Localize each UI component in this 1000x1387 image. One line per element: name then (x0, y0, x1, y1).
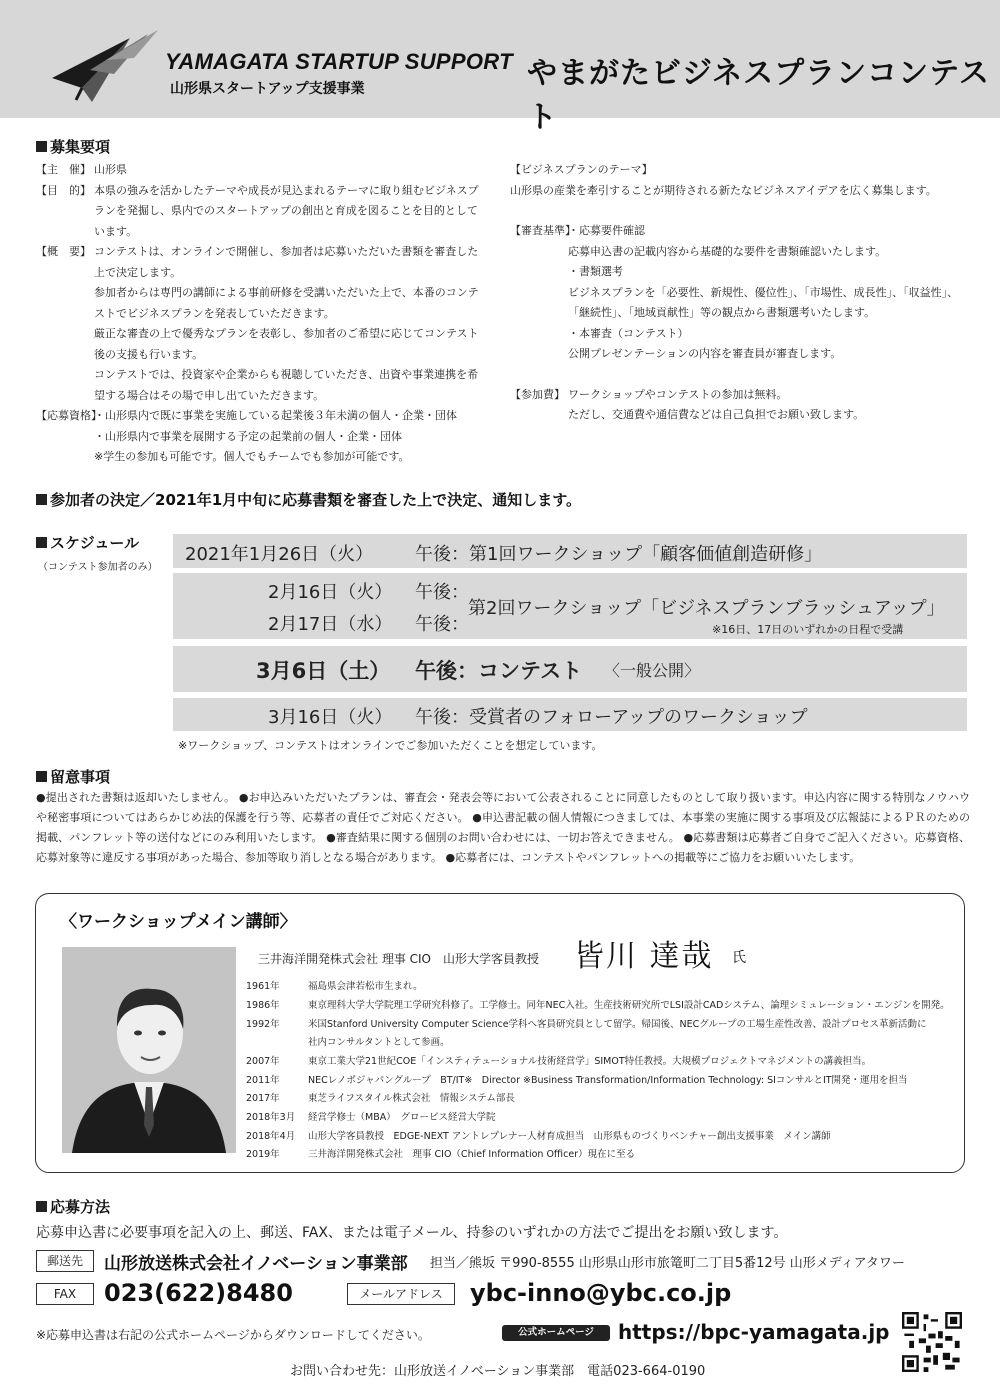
schedule-row-3-note: 〈一般公開〉 (604, 661, 701, 680)
notes-heading: 留意事項 (36, 766, 110, 787)
requirements-heading: 募集要項 (36, 136, 110, 157)
bio-row: 2007年 東京工業大学21世紀COE「インスティテューショナル技術経営学」SIMOT特任教授。大規模プロジェクトマネジメントの講義担当。 (246, 1056, 872, 1067)
requirements-left-column (36, 160, 486, 468)
email-label: メールアドレス (347, 1283, 455, 1305)
bio-row: 2011年 NECレノボジャパングループ BT/IT※ Director ※Business Transformation/Information Technology: SIコンサルとIT開発・運用を担当 (246, 1075, 908, 1086)
schedule-row-4-event: 午後：受賞者のフォローアップのワークショップ (415, 707, 808, 728)
lecturer-box-title: 〈ワークショップメイン講師〉 (60, 912, 297, 932)
schedule-subheading: （コンテスト参加者のみ） (38, 562, 158, 573)
fee-row: 【参加費】 ワークショップやコンテストの参加は無料。 ただし、交通費や通信費などは自己負担でお願い致します。 (510, 387, 865, 421)
schedule-row-2-date-2: 2月17日（水） (268, 614, 393, 635)
schedule-row-4-date: 3月16日（火） (268, 707, 393, 728)
schedule-footnote: ※ワークショップ、コンテストはオンラインでご参加いただくことを想定しています。 (178, 739, 603, 752)
mail-label: 郵送先 (36, 1250, 94, 1272)
qr-code-icon[interactable] (902, 1312, 962, 1372)
website-url[interactable]: https://bpc-yamagata.jp (618, 1320, 890, 1344)
email-address[interactable]: ybc-inno@ybc.co.jp (470, 1279, 732, 1307)
contest-title: やまがたビジネスプランコンテスト (527, 56, 990, 135)
bio-row: 社内コンサルタントとして参画。 (308, 1037, 450, 1048)
application-intro: 応募申込書に必要事項を記入の上、郵送、FAX、または電子メール、持参のいずれかの方法でご提出をお願い致します。 (36, 1225, 788, 1241)
schedule-row-1-event: 午後：第1回ワークショップ「顧客価値創造研修」 (415, 544, 823, 565)
bio-row: 2018年3月 経営学修士（MBA） グロービス経営大学院 (246, 1112, 496, 1123)
bio-row: 2018年4月 山形大学客員教授 EDGE-NEXT アントレプレナー人材育成担当 山形県ものづくりベンチャー創出支援事業 メイン講師 (246, 1131, 831, 1142)
theme-label: 【ビジネスプランのテーマ】 (510, 163, 653, 176)
schedule-row-1-date: 2021年1月26日（火） (185, 544, 374, 565)
criteria-row: 【審査基準】 ・応募要件確認 応募申込書の記載内容から基礎的な要件を書類確認いたします。 ・書類選考 ビジネスプランを「必要性、新規性、優位性」、「市場性、成長性」、「収益性」、「継続性」、「地域貢献性」等の観点から書類選考いたします。 ・本審査（コンテスト） 公開プレゼンテーションの内容を審査員が審査します。 (510, 224, 959, 360)
lecturer-affiliation: 三井海洋開発株式会社 理事 CIO 山形大学客員教授 (258, 952, 539, 966)
schedule-row-2-time-2: 午後： (415, 614, 469, 635)
schedule-row-3-event: 午後：コンテスト (415, 659, 583, 683)
fax-label: FAX (36, 1283, 94, 1305)
overview-row: 【概 要】 コンテストは、オンラインで開催し、参加者は応募いただいた書類を審査した上で決定します。 参加者からは専門の講師による事前研修を受講いただいた上で、本番のコンテストでビジネスプランを発表していただきます。 厳正な審査の上で優秀なプランを表彰し、参加者のご希望に応じてコンテスト後の支援も行います。 コンテストでは、投資家や企業からも視聴していただき、出資や事業連携を希望する場合はその場で申し出ていただきます。 (36, 245, 479, 402)
schedule-heading: スケジュール (36, 532, 139, 553)
brand-english: YAMAGATA STARTUP SUPPORT (165, 49, 513, 74)
schedule-row-2-date-1: 2月16日（火） (268, 582, 393, 603)
schedule-row-3-date: 3月6日（土） (256, 659, 391, 683)
schedule-row-2-note: ※16日、17日のいずれかの日程で受講 (712, 623, 904, 636)
website-label: 公式ホームページ (502, 1325, 610, 1341)
schedule-row-2-time-1: 午後： (415, 582, 469, 603)
person-portrait-icon (62, 947, 236, 1153)
bio-row: 1992年 米国Stanford University Computer Science学科へ客員研究員として留学。帰国後、NECグループの工場生産性改善、設計プロセス革新活動に (246, 1019, 927, 1030)
fax-number[interactable]: 023(622)8480 (104, 1279, 293, 1307)
theme-text: 山形県の産業を牽引することが期待される新たなビジネスアイデアを広く募集します。 (510, 183, 937, 197)
eligibility-row: 【応募資格】 ・山形県内で既に事業を実施している起業後３年未満の個人・企業・団体 ・山形県内で事業を展開する予定の起業前の個人・企業・団体 ※学生の参加も可能です。個人でもチームでも参加が可能です。 (36, 409, 457, 463)
lecturer-photo (62, 947, 236, 1153)
paper-plane-logo-icon (52, 30, 160, 102)
purpose-row: 【目 的】 本県の強みを活かしたテーマや成長が見込まれるテーマに取り組むビジネスプランを発掘し、県内でのスタートアップの創出と育成を図ることを目的としています。 (36, 183, 479, 238)
organizer-row: 【主 催】 山形県 (36, 163, 127, 176)
lecturer-name: 皆川 達哉 (574, 939, 714, 974)
bio-row: 1986年 東京理科大学大学院理工学研究科修了。工学修士。同年NEC入社。生産技術研究所でLSI設計CADシステム、論理シミュレーション・エンジンを開発。 (246, 1000, 950, 1011)
mail-address: 担当／熊坂 〒990-8555 山形県山形市旅篭町二丁目5番12号 山形メディアタワー (430, 1256, 905, 1271)
contact-info: お問い合わせ先：山形放送イノベーション事業部 電話023-664-0190 (290, 1364, 706, 1379)
requirements-right-column (510, 160, 965, 426)
bio-row: 1961年 福島県会津若松市生まれ。 (246, 981, 423, 992)
brand-japanese: 山形県スタートアップ支援事業 (170, 81, 365, 97)
mail-organization: 山形放送株式会社イノベーション事業部 (104, 1254, 408, 1274)
decision-heading: 参加者の決定／2021年1月中旬に応募書類を審査した上で決定、通知します。 (36, 489, 581, 510)
bio-row: 2017年 東芝ライフスタイル株式会社 情報システム部長 (246, 1093, 515, 1104)
download-note: ※応募申込書は右記の公式ホームページからダウンロードしてください。 (36, 1328, 430, 1342)
notes-text: ●提出された書類は返却いたしません。 ●お申込みいただいたプランは、審査会・発表会等において公表されることに同意したものとして取り扱います。申込内容に関する特別なノウハウや秘密事項についてはあらかじめ法的保護を行う等、応募者の責任でご対応ください。 ●申込書記載の個人情報につきましては、本事業の実施に関する事項及び広報誌によるＰＲのための掲載、パンフレット等の送付などにのみ利用いたします。 ●審査結果に関する個別のお問い合わせには、一切お答えできません。 ●応募書類は応募者ご自身でご記入ください。応募資格、応募対象等に違反する事項があった場合、参加等取り消しとなる場合があります。 ●応募者には、コンテストやパンフレットへの掲載等にご協力をお願いいたします。 (36, 791, 970, 864)
lecturer-honorific: 氏 (732, 950, 746, 966)
bio-row: 2019年 三井海洋開発株式会社 理事 CIO（Chief Information Officer）現在に至る (246, 1149, 636, 1160)
schedule-row-2-event: 第2回ワークショップ「ビジネスプランブラッシュアップ」 (468, 598, 945, 619)
application-heading: 応募方法 (36, 1196, 110, 1217)
